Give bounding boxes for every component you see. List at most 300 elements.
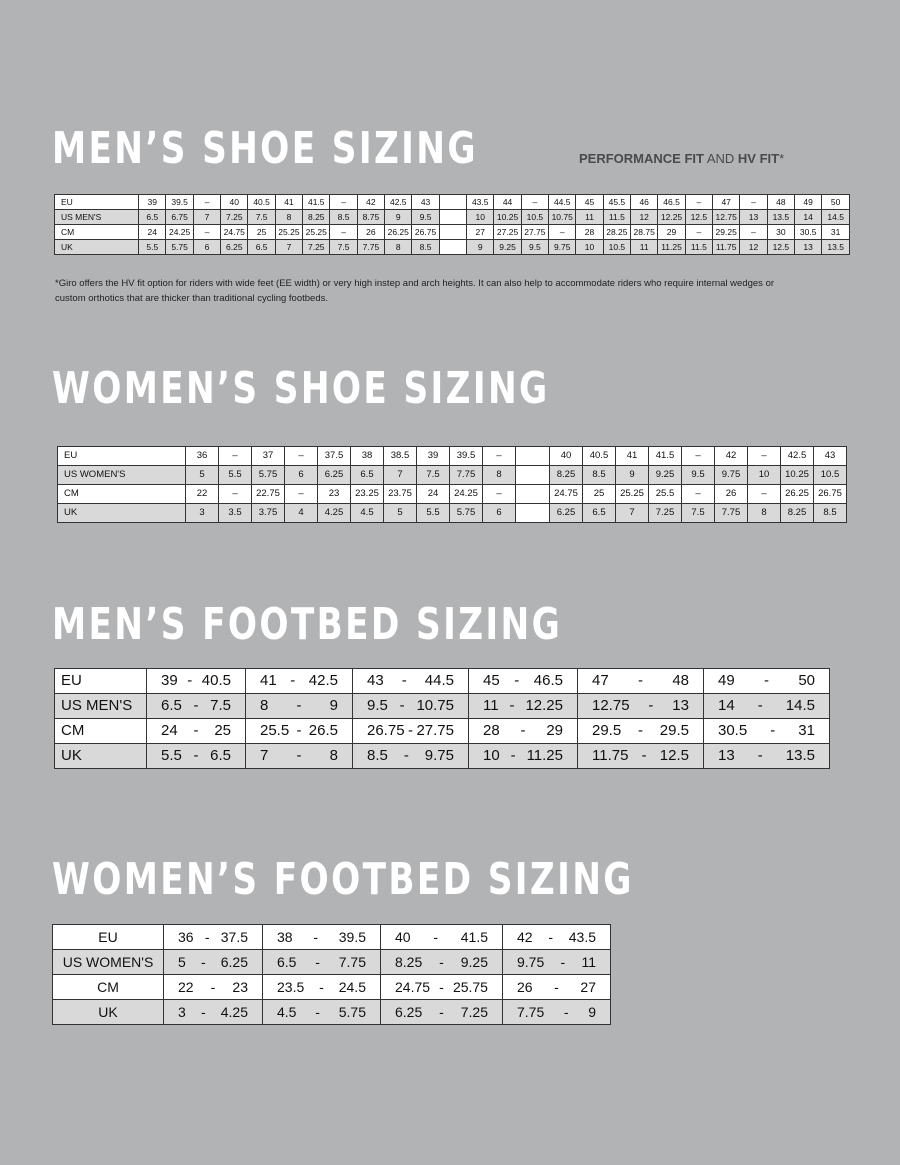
size-cell: 46 — [631, 195, 658, 210]
range-dash: - — [296, 747, 302, 764]
range-end: 25.75 — [452, 979, 488, 995]
size-cell: 25.5 — [649, 485, 682, 504]
size-cell: 47 — [713, 195, 740, 210]
size-cell: 11.75 — [713, 240, 740, 255]
range-end: 6.25 — [220, 954, 248, 970]
size-cell: 8.25 — [550, 466, 583, 485]
range-dash: - — [510, 747, 516, 764]
range-dash: - — [200, 954, 206, 970]
range-start: 7 — [260, 747, 269, 764]
size-cell: 37.5 — [318, 447, 351, 466]
size-cell: 6.75 — [166, 210, 193, 225]
size-cell: 43.5 — [467, 195, 494, 210]
size-cell: – — [685, 225, 712, 240]
range-dash: - — [290, 672, 296, 689]
size-cell: 11.5 — [603, 210, 630, 225]
size-range-cell — [353, 744, 469, 769]
size-cell: 37 — [252, 447, 285, 466]
size-cell: 29 — [658, 225, 685, 240]
size-cell: 13.5 — [822, 240, 850, 255]
size-cell: 8 — [748, 504, 781, 523]
size-cell: 9.5 — [682, 466, 715, 485]
size-cell: 7 — [275, 240, 302, 255]
size-cell: 10.25 — [494, 210, 521, 225]
size-range-cell — [704, 694, 830, 719]
size-range-cell — [469, 669, 578, 694]
size-cell: 8.5 — [330, 210, 357, 225]
size-cell: 38.5 — [384, 447, 417, 466]
range-start: 24.75 — [395, 979, 431, 995]
size-range-cell — [147, 719, 246, 744]
column-gap — [516, 466, 550, 485]
range-dash: - — [757, 747, 763, 764]
range-end: 27.75 — [416, 722, 454, 739]
range-start: 26 — [517, 979, 533, 995]
size-cell: 12 — [631, 210, 658, 225]
row-label: EU — [53, 925, 164, 950]
size-cell: 5.5 — [417, 504, 450, 523]
range-end: 31 — [798, 722, 815, 739]
size-cell: 10 — [748, 466, 781, 485]
size-cell: 4 — [285, 504, 318, 523]
womens-shoe-sizing-title: WOMEN’S SHOE SIZING — [52, 363, 550, 414]
size-cell: – — [219, 447, 252, 466]
range-start: 6.5 — [277, 954, 297, 970]
range-end: 50 — [798, 672, 815, 689]
size-cell: 42 — [357, 195, 384, 210]
size-cell: 5 — [186, 466, 219, 485]
size-cell: 25 — [248, 225, 275, 240]
size-cell: 4.5 — [351, 504, 384, 523]
row-label: EU — [55, 669, 147, 694]
size-range-cell — [164, 950, 263, 975]
range-start: 8.5 — [367, 747, 388, 764]
size-cell: 26.25 — [781, 485, 814, 504]
size-cell: 7.25 — [649, 504, 682, 523]
row-label: UK — [55, 744, 147, 769]
size-cell: 39 — [139, 195, 166, 210]
size-cell: 14.5 — [822, 210, 850, 225]
range-dash: - — [204, 929, 210, 945]
range-dash: - — [439, 979, 444, 995]
size-cell: 43 — [412, 195, 439, 210]
size-range-cell — [263, 925, 381, 950]
size-cell: 44 — [494, 195, 521, 210]
size-cell: 26.75 — [412, 225, 439, 240]
size-cell: 14 — [795, 210, 822, 225]
size-cell: 12.25 — [658, 210, 685, 225]
mens-footbed-size-table — [54, 668, 830, 769]
range-dash: - — [514, 672, 520, 689]
size-cell: 42.5 — [781, 447, 814, 466]
size-cell: – — [285, 447, 318, 466]
column-gap — [439, 240, 466, 255]
range-dash: - — [200, 1004, 206, 1020]
size-cell: 8.5 — [814, 504, 847, 523]
size-cell: 3.75 — [252, 504, 285, 523]
range-dash: - — [193, 722, 199, 739]
range-end: 29.5 — [659, 722, 689, 739]
size-cell: 3.5 — [219, 504, 252, 523]
size-cell: 9.25 — [649, 466, 682, 485]
size-cell: 8 — [483, 466, 516, 485]
range-dash: - — [439, 1004, 444, 1020]
size-range-cell — [246, 719, 353, 744]
size-cell: 25.25 — [303, 225, 330, 240]
column-gap — [439, 210, 466, 225]
size-cell: 28 — [576, 225, 603, 240]
size-cell: 8.5 — [412, 240, 439, 255]
size-cell: 13 — [740, 210, 767, 225]
size-range-cell — [578, 719, 704, 744]
mens-footbed-sizing-title: MEN’S FOOTBED SIZING — [52, 599, 563, 650]
size-range-cell — [704, 719, 830, 744]
size-cell: 28.75 — [631, 225, 658, 240]
range-start: 6.25 — [395, 1004, 423, 1020]
size-cell: 7.75 — [357, 240, 384, 255]
size-range-cell — [381, 950, 503, 975]
size-cell: 23.75 — [384, 485, 417, 504]
range-end: 39.5 — [338, 929, 366, 945]
size-cell: 10.25 — [781, 466, 814, 485]
size-range-cell — [147, 669, 246, 694]
row-label: EU — [55, 195, 139, 210]
range-start: 6.5 — [161, 697, 182, 714]
table-row — [55, 240, 850, 255]
size-cell: 42.5 — [385, 195, 412, 210]
size-cell: 10.5 — [814, 466, 847, 485]
range-dash: - — [187, 672, 193, 689]
size-range-cell — [469, 694, 578, 719]
size-cell: 41 — [616, 447, 649, 466]
range-end: 24.5 — [338, 979, 366, 995]
size-cell: 6.5 — [139, 210, 166, 225]
size-cell: 5.75 — [450, 504, 483, 523]
table-row — [58, 485, 847, 504]
size-cell: 8.5 — [583, 466, 616, 485]
size-cell: 6.25 — [221, 240, 248, 255]
range-start: 11.75 — [592, 747, 629, 764]
size-cell: 45 — [576, 195, 603, 210]
size-cell: – — [740, 225, 767, 240]
size-range-cell — [164, 925, 263, 950]
size-range-cell — [263, 1000, 381, 1025]
column-gap — [516, 485, 550, 504]
size-cell: 24.25 — [450, 485, 483, 504]
size-cell: 39.5 — [450, 447, 483, 466]
size-cell: 23.25 — [351, 485, 384, 504]
size-cell: 26 — [357, 225, 384, 240]
size-cell: 36 — [186, 447, 219, 466]
range-start: 49 — [718, 672, 735, 689]
performance-fit-label: PERFORMANCE FIT — [579, 151, 704, 166]
range-dash: - — [764, 672, 769, 689]
size-cell: 30.5 — [795, 225, 822, 240]
size-cell: 23 — [318, 485, 351, 504]
size-cell: 25.25 — [275, 225, 302, 240]
size-cell: 13 — [795, 240, 822, 255]
size-cell: 3 — [186, 504, 219, 523]
row-label: CM — [55, 719, 147, 744]
size-cell: 48 — [767, 195, 794, 210]
range-end: 4.25 — [220, 1004, 248, 1020]
row-label: UK — [53, 1000, 164, 1025]
size-cell: 7.5 — [417, 466, 450, 485]
range-end: 12.5 — [659, 747, 689, 764]
size-range-cell — [353, 669, 469, 694]
range-dash: - — [193, 747, 199, 764]
range-dash: - — [296, 697, 302, 714]
range-start: 40 — [395, 929, 411, 945]
range-dash: - — [563, 1004, 569, 1020]
size-cell: – — [219, 485, 252, 504]
range-end: 10.75 — [416, 697, 454, 714]
range-start: 8 — [260, 697, 269, 714]
size-cell: – — [193, 225, 220, 240]
size-cell: 7 — [384, 466, 417, 485]
size-range-cell — [246, 744, 353, 769]
size-cell: 26.25 — [385, 225, 412, 240]
range-start: 41 — [260, 672, 277, 689]
table-row — [53, 1000, 611, 1025]
range-start: 11 — [483, 697, 499, 714]
row-label: US MEN'S — [55, 694, 147, 719]
size-cell: 8.75 — [357, 210, 384, 225]
range-dash: - — [554, 979, 559, 995]
range-dash: - — [439, 954, 444, 970]
range-end: 11.25 — [526, 747, 563, 764]
size-cell: 10.5 — [603, 240, 630, 255]
size-cell: 46.5 — [658, 195, 685, 210]
size-cell: 7.25 — [303, 240, 330, 255]
size-cell: 6.25 — [550, 504, 583, 523]
size-cell: 25 — [583, 485, 616, 504]
size-range-cell — [469, 719, 578, 744]
range-end: 23 — [232, 979, 248, 995]
size-range-cell — [263, 950, 381, 975]
table-row — [58, 466, 847, 485]
size-cell: 9 — [385, 210, 412, 225]
size-cell: 10.75 — [549, 210, 576, 225]
row-label: US WOMEN'S — [58, 466, 186, 485]
size-range-cell — [503, 950, 611, 975]
range-dash: - — [638, 722, 643, 739]
range-dash: - — [560, 954, 566, 970]
size-cell: 6 — [285, 466, 318, 485]
size-cell: 8 — [385, 240, 412, 255]
size-cell: 9.5 — [412, 210, 439, 225]
range-end: 26.5 — [308, 722, 338, 739]
size-cell: 6.5 — [583, 504, 616, 523]
range-dash: - — [648, 697, 654, 714]
size-range-cell — [147, 694, 246, 719]
size-range-cell — [578, 744, 704, 769]
size-cell: 6 — [483, 504, 516, 523]
size-cell: 5.75 — [252, 466, 285, 485]
range-start: 38 — [277, 929, 293, 945]
size-cell: 4.25 — [318, 504, 351, 523]
size-cell: 7.75 — [715, 504, 748, 523]
table-row — [55, 225, 850, 240]
size-cell: 41.5 — [649, 447, 682, 466]
range-end: 40.5 — [201, 672, 231, 689]
size-cell: 24 — [139, 225, 166, 240]
range-end: 7.25 — [460, 1004, 488, 1020]
range-end: 27 — [580, 979, 596, 995]
range-dash: - — [315, 1004, 320, 1020]
size-cell: 31 — [822, 225, 850, 240]
size-cell: 7.5 — [682, 504, 715, 523]
range-dash: - — [313, 929, 318, 945]
size-cell: 24.25 — [166, 225, 193, 240]
size-range-cell — [381, 975, 503, 1000]
range-end: 14.5 — [785, 697, 815, 714]
range-end: 48 — [672, 672, 689, 689]
table-row — [55, 669, 830, 694]
size-cell: 5.75 — [166, 240, 193, 255]
size-cell: 12.5 — [685, 210, 712, 225]
table-row — [55, 694, 830, 719]
range-dash: - — [520, 722, 526, 739]
size-cell: – — [285, 485, 318, 504]
range-start: 23.5 — [277, 979, 305, 995]
size-cell: 24.75 — [221, 225, 248, 240]
size-range-cell — [353, 719, 469, 744]
size-cell: 5.5 — [219, 466, 252, 485]
size-range-cell — [503, 975, 611, 1000]
column-gap — [516, 447, 550, 466]
range-start: 28 — [483, 722, 500, 739]
range-start: 24 — [161, 722, 178, 739]
size-cell: 10 — [467, 210, 494, 225]
range-end: 7.5 — [210, 697, 231, 714]
size-cell: – — [330, 195, 357, 210]
size-cell: 40.5 — [583, 447, 616, 466]
range-end: 44.5 — [424, 672, 454, 689]
size-cell: – — [748, 485, 781, 504]
size-cell: 41 — [275, 195, 302, 210]
size-cell: 8.25 — [303, 210, 330, 225]
fit-subheading — [579, 151, 784, 166]
size-cell: 30 — [767, 225, 794, 240]
range-start: 9.75 — [517, 954, 545, 970]
size-cell: 6 — [193, 240, 220, 255]
range-end: 5.75 — [338, 1004, 366, 1020]
size-range-cell — [164, 1000, 263, 1025]
table-row — [55, 719, 830, 744]
size-cell: 9 — [467, 240, 494, 255]
row-label: UK — [58, 504, 186, 523]
range-end: 42.5 — [308, 672, 338, 689]
size-cell: 26.75 — [814, 485, 847, 504]
size-cell: 8.25 — [781, 504, 814, 523]
size-cell: 27.75 — [521, 225, 548, 240]
range-dash: - — [548, 929, 553, 945]
table-row — [55, 195, 850, 210]
range-dash: - — [319, 979, 324, 995]
size-cell: – — [193, 195, 220, 210]
range-end: 25 — [214, 722, 231, 739]
size-range-cell — [353, 694, 469, 719]
size-cell: 27 — [467, 225, 494, 240]
range-dash: - — [193, 697, 199, 714]
size-range-cell — [263, 975, 381, 1000]
size-cell: – — [521, 195, 548, 210]
range-dash: - — [770, 722, 776, 739]
size-cell: 28.25 — [603, 225, 630, 240]
size-cell: – — [748, 447, 781, 466]
size-range-cell — [246, 669, 353, 694]
size-cell: 50 — [822, 195, 850, 210]
size-cell: 25.25 — [616, 485, 649, 504]
size-range-cell — [381, 925, 503, 950]
table-row — [53, 925, 611, 950]
size-cell: 9.75 — [549, 240, 576, 255]
womens-shoe-size-table — [57, 446, 847, 523]
womens-footbed-size-table — [52, 924, 611, 1025]
hv-fit-footnote: *Giro offers the HV fit option for riders with wide feet (EE width) or very high instep and arch heights. It can also help to accommodate riders who require internal wedges or custom orthotics that are thicker than traditional cycling footbeds. — [55, 278, 775, 304]
and-connector: AND — [703, 151, 738, 166]
row-label: US WOMEN'S — [53, 950, 164, 975]
range-start: 26.75 — [367, 722, 405, 739]
table-row — [58, 504, 847, 523]
size-cell: 45.5 — [603, 195, 630, 210]
size-cell: 29.25 — [713, 225, 740, 240]
range-end: 46.5 — [533, 672, 563, 689]
size-cell: 22 — [186, 485, 219, 504]
range-dash: - — [509, 697, 515, 714]
size-cell: 7.25 — [221, 210, 248, 225]
table-row — [53, 950, 611, 975]
range-end: 37.5 — [220, 929, 248, 945]
size-cell: 22.75 — [252, 485, 285, 504]
size-cell: 24.75 — [550, 485, 583, 504]
size-range-cell — [381, 1000, 503, 1025]
range-end: 12.25 — [525, 697, 563, 714]
size-cell: 39 — [417, 447, 450, 466]
mens-shoe-sizing-title: MEN’S SHOE SIZING — [52, 123, 478, 174]
range-dash: - — [401, 672, 407, 689]
size-cell: – — [330, 225, 357, 240]
range-start: 10 — [483, 747, 500, 764]
range-dash: - — [408, 722, 413, 739]
size-cell: 40 — [221, 195, 248, 210]
range-start: 14 — [718, 697, 735, 714]
size-cell: 5 — [384, 504, 417, 523]
size-cell: – — [682, 447, 715, 466]
row-label: CM — [55, 225, 139, 240]
range-start: 7.75 — [517, 1004, 545, 1020]
mens-shoe-size-table — [54, 194, 850, 255]
size-cell: 27.25 — [494, 225, 521, 240]
size-range-cell — [503, 1000, 611, 1025]
size-range-cell — [147, 744, 246, 769]
table-row — [55, 744, 830, 769]
column-gap — [516, 504, 550, 523]
size-cell: 6.5 — [248, 240, 275, 255]
range-dash: - — [757, 697, 763, 714]
size-range-cell — [469, 744, 578, 769]
size-range-cell — [578, 694, 704, 719]
row-label: CM — [53, 975, 164, 1000]
size-cell: 11 — [631, 240, 658, 255]
size-cell: 10.5 — [521, 210, 548, 225]
table-row — [58, 447, 847, 466]
size-cell: – — [740, 195, 767, 210]
size-cell: 49 — [795, 195, 822, 210]
range-start: 12.75 — [592, 697, 630, 714]
size-cell: 7.5 — [330, 240, 357, 255]
